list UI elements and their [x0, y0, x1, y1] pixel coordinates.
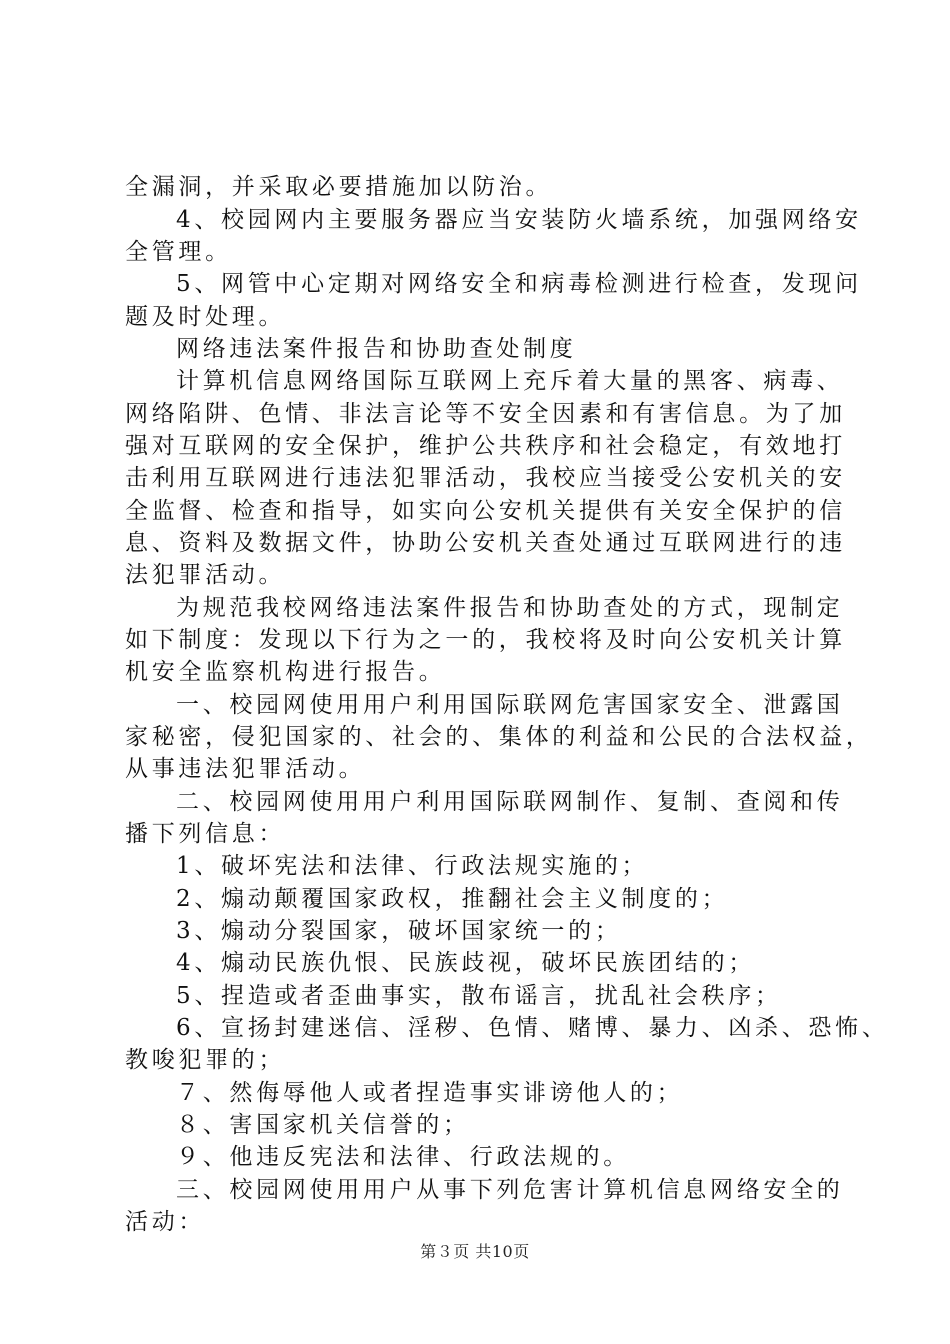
list-item: 3、煽动分裂国家，破坏国家统一的； [176, 918, 622, 944]
text-line: 如下制度：发现以下行为之一的，我校将及时向公安机关计算 [125, 627, 846, 653]
text-line: 全漏洞，并采取必要措施加以防治。 [125, 174, 553, 200]
text-line: 机安全监察机构进行报告。 [125, 659, 446, 685]
text-line: 击利用互联网进行违法犯罪活动，我校应当接受公安机关的安 [125, 465, 846, 491]
text-line: 计算机信息网络国际互联网上充斥着大量的黑客、病毒、 [176, 368, 844, 394]
text-line: 网络陷阱、色情、非法言论等不安全因素和有害信息。为了加 [125, 401, 846, 427]
list-item: 6、宣扬封建迷信、淫秽、色情、赌博、暴力、凶杀、恐怖、 [176, 1015, 889, 1041]
list-item: 5、捏造或者歪曲事实，散布谣言，扰乱社会秩序； [176, 983, 782, 1009]
text-line: 从事违法犯罪活动。 [125, 756, 366, 782]
list-item: ９、他违反宪法和法律、行政法规的。 [176, 1144, 630, 1170]
text-line: 家秘密，侵犯国家的、社会的、集体的利益和公民的合法权益， [125, 724, 873, 750]
text-line: 强对互联网的安全保护，维护公共秩序和社会稳定，有效地打 [125, 433, 846, 459]
list-item: ７、然侮辱他人或者捏造事实诽谤他人的； [176, 1080, 684, 1106]
text-line: 题及时处理。 [125, 304, 286, 330]
list-item: ８、害国家机关信誉的； [176, 1112, 470, 1138]
text-line: 全监督、检查和指导，如实向公安机关提供有关安全保护的信 [125, 498, 846, 524]
text-line: 播下列信息： [125, 821, 286, 847]
section-heading: 网络违法案件报告和协助查处制度 [176, 336, 577, 362]
text-line: 为规范我校网络违法案件报告和协助查处的方式，现制定 [176, 595, 844, 621]
text-line: 一、校园网使用用户利用国际联网危害国家安全、泄露国 [176, 692, 844, 718]
text-line: 活动： [125, 1209, 206, 1235]
page-number-footer: 第３页 共10页 [420, 1242, 530, 1261]
list-item: 教唆犯罪的； [125, 1047, 286, 1073]
text-line: 法犯罪活动。 [125, 562, 286, 588]
text-line: 全管理。 [125, 239, 232, 265]
list-item: 4、煽动民族仇恨、民族歧视，破坏民族团结的； [176, 950, 756, 976]
list-item: 1、破坏宪法和法律、行政法规实施的； [176, 853, 649, 879]
text-line: 5、网管中心定期对网络安全和病毒检测进行检查，发现问 [176, 271, 862, 297]
text-line: 4、校园网内主要服务器应当安装防火墙系统，加强网络安 [176, 207, 862, 233]
text-line: 息、资料及数据文件，协助公安机关查处通过互联网进行的违 [125, 530, 846, 556]
text-line: 三、校园网使用用户从事下列危害计算机信息网络安全的 [176, 1177, 844, 1203]
list-item: 2、煽动颠覆国家政权，推翻社会主义制度的； [176, 886, 729, 912]
text-line: 二、校园网使用用户利用国际联网制作、复制、查阅和传 [176, 789, 844, 815]
